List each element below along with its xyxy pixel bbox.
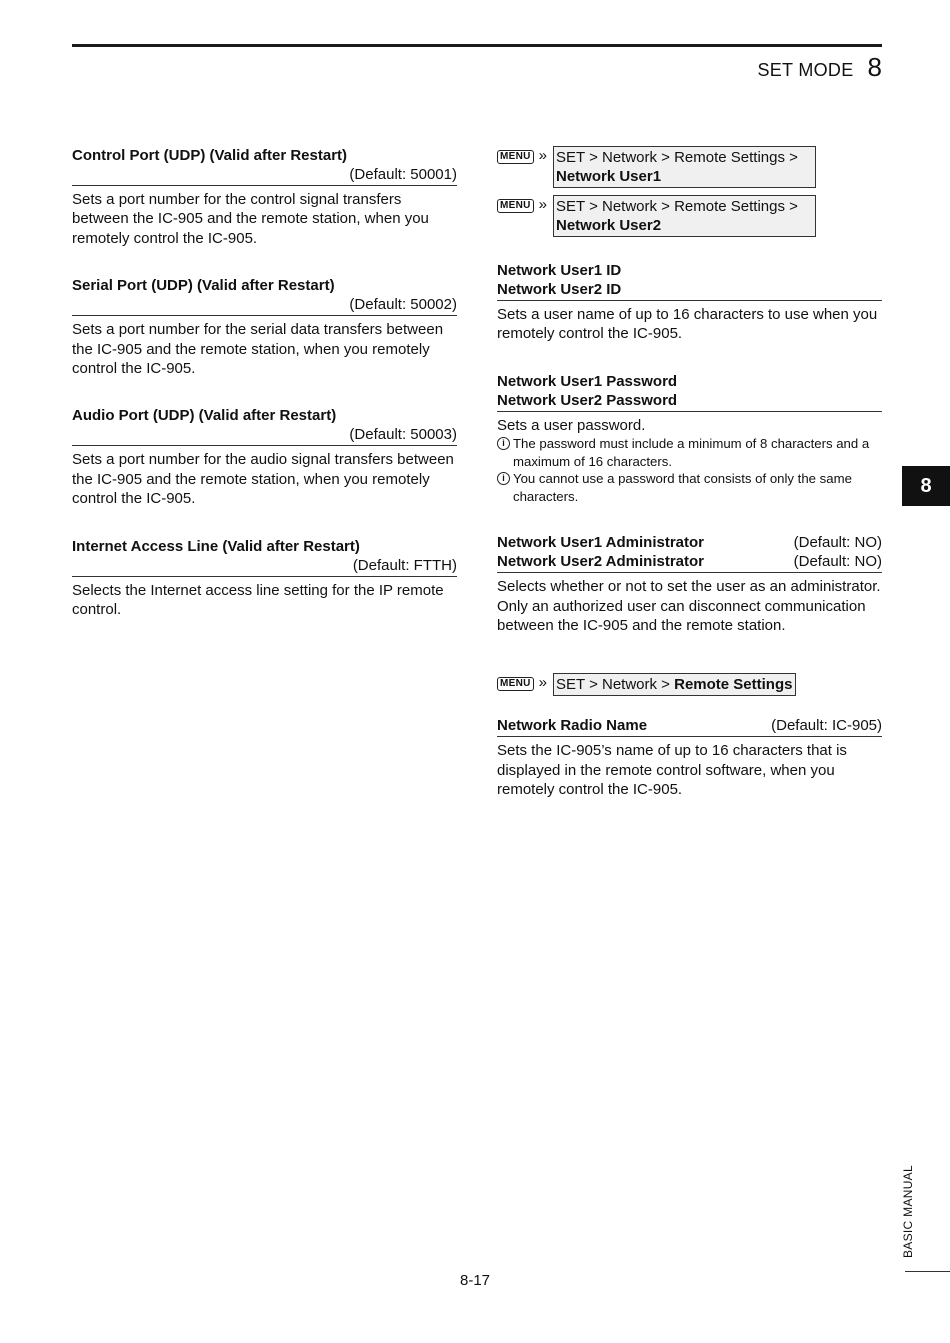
chevron-icon: »: [538, 196, 547, 213]
default-value: (Default: NO): [793, 534, 882, 552]
network-user-administrator-section: [497, 533, 882, 635]
path-box: [553, 673, 796, 696]
section-title: Network User1 Administrator: [497, 534, 704, 552]
top-rule: [72, 44, 882, 47]
section-title: Network User2 ID: [497, 281, 622, 298]
path-target: Remote Settings: [674, 676, 793, 694]
section-title: Network User2 Password: [497, 391, 678, 409]
note-text: You cannot use a password that consists of only the same characters.: [513, 471, 852, 504]
network-user-password-section: [497, 372, 882, 505]
section-title: Internet Access Line (Valid after Restart): [72, 537, 360, 555]
default-value: (Default: IC-905): [771, 717, 882, 735]
section-description: Sets a port number for the serial data transfers between the IC-905 and the remote station, when you remotely control the IC-905.: [72, 321, 444, 378]
path-target: Network User2: [556, 217, 662, 234]
section-title: Network Radio Name: [497, 717, 648, 735]
menu-path-user2: [497, 195, 882, 237]
network-radio-name-section: [497, 716, 882, 799]
section-title: Serial Port (UDP) (Valid after Restart): [72, 277, 335, 295]
path-box: [553, 195, 816, 237]
serial-port-section: [72, 276, 457, 378]
section-description: Selects the Internet access line setting for the IP remote control.: [72, 581, 444, 619]
path-line: SET > Network > Remote Settings >: [556, 198, 798, 215]
section-description: Selects whether or not to set the user as an administrator.: [497, 578, 881, 596]
section-description: Sets a port number for the audio signal transfers between the IC-905 and the remote station, when you remotely control the IC-905.: [72, 451, 454, 508]
info-icon: i: [497, 437, 510, 450]
chapter-tab: 8: [902, 466, 950, 506]
default-value: (Default: 50002): [349, 296, 457, 314]
menu-key-icon: MENU: [497, 150, 534, 164]
chevron-icon: »: [538, 147, 547, 164]
path-box: [553, 146, 816, 188]
menu-path-user1: [497, 146, 882, 188]
info-icon: i: [497, 472, 510, 485]
menu-key-icon: MENU: [497, 677, 534, 691]
network-user-id-section: [497, 261, 882, 344]
section-title: Control Port (UDP) (Valid after Restart): [72, 147, 348, 164]
chevron-icon: »: [538, 674, 547, 692]
section-description: Only an authorized user can disconnect communication between the IC-905 and the remote station.: [497, 597, 866, 635]
menu-key-icon: MENU: [497, 199, 534, 213]
section-description: Sets a port number for the control signal transfers between the IC-905 and the remote station, when you remotely control the IC-905.: [72, 191, 429, 247]
note-text: The password must include a minimum of 8 characters and a maximum of 16 characters.: [513, 436, 870, 469]
right-column: [497, 146, 882, 828]
internet-access-line-section: [72, 537, 457, 620]
header-title: SET MODE: [757, 60, 854, 80]
default-value: (Default: 50003): [349, 426, 457, 444]
section-description: Sets a user name of up to 16 characters to use when you remotely control the IC-905.: [497, 306, 878, 343]
path-line: SET > Network > Remote Settings >: [556, 149, 798, 166]
left-column: [72, 146, 457, 647]
path-target: Network User1: [556, 168, 662, 185]
section-description: Sets a user password.: [497, 416, 646, 434]
page-header: [757, 52, 882, 83]
section-title: Network User2 Administrator: [497, 553, 704, 571]
side-label: BASIC MANUAL: [901, 1165, 915, 1258]
menu-path-remote-settings: [497, 673, 882, 696]
default-value: (Default: NO): [793, 553, 882, 571]
header-chapter-number: 8: [867, 52, 882, 82]
default-value: (Default: FTTH): [352, 556, 457, 574]
page-number: 8-17: [459, 1272, 491, 1289]
section-title: Audio Port (UDP) (Valid after Restart): [72, 407, 337, 425]
audio-port-section: [72, 406, 457, 508]
path-line: SET > Network >: [556, 676, 675, 694]
control-port-section: [72, 146, 457, 248]
default-value: (Default: 50001): [349, 166, 457, 183]
note-item: [497, 435, 882, 470]
section-description: Sets the IC-905’s name of up to 16 characters that is displayed in the remote control software, when you remotely control the IC-905.: [497, 742, 847, 799]
section-title: Network User1 ID: [497, 262, 622, 279]
note-item: [497, 470, 882, 505]
section-title: Network User1 Password: [497, 372, 678, 390]
